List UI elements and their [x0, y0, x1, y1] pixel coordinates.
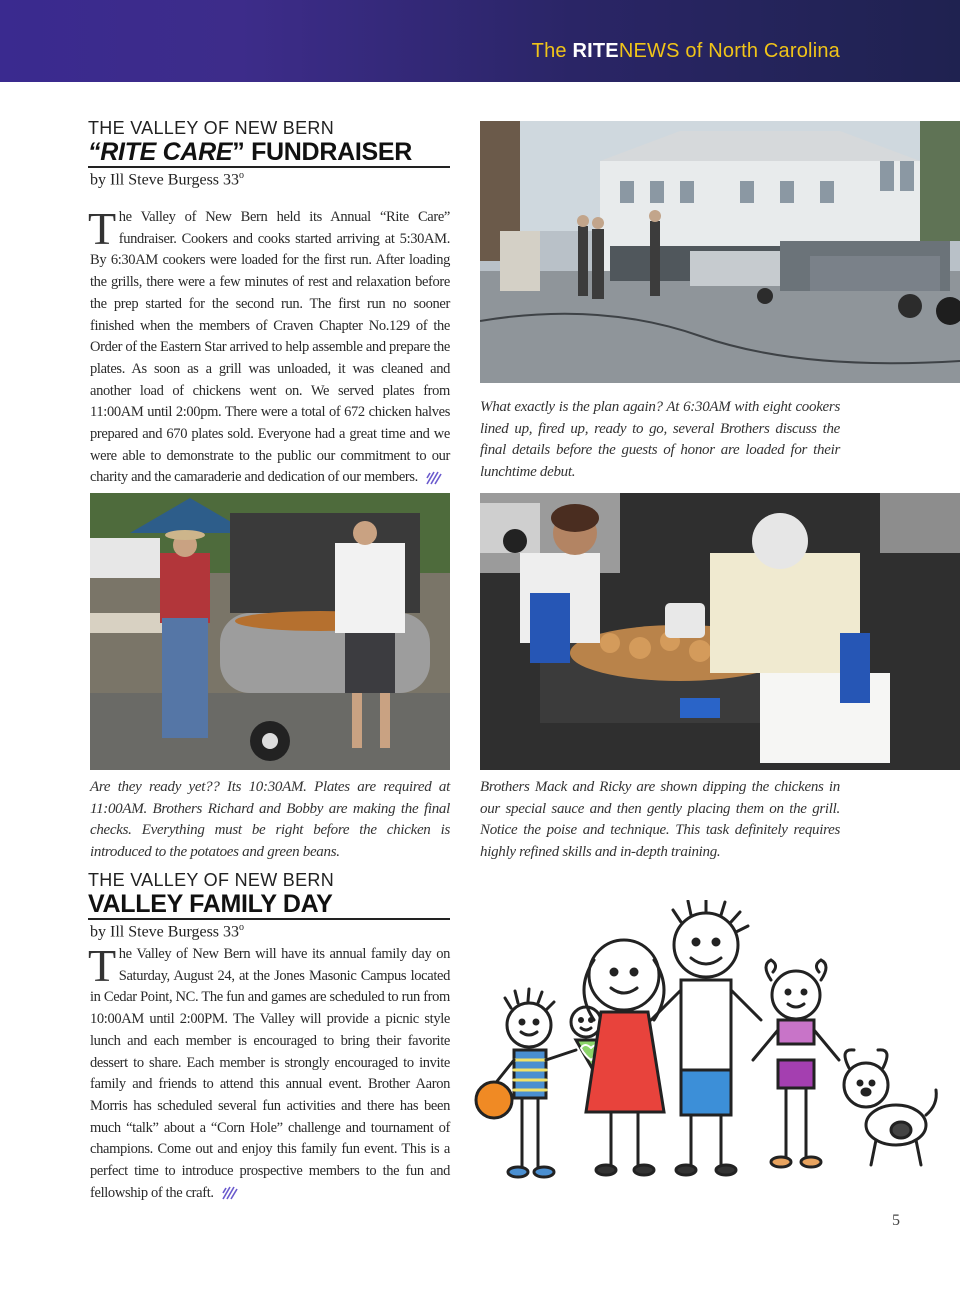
- article1-body-text: he Valley of New Bern held its Annual “Rite Care” fundraiser. Cookers and cooks started arriving at 5:30AM. By 6:30AM cookers were loaded for the first run. After loading the grills, there were a few minutes of rest and relaxation before the prep started for the second run. The first run no sooner finished when the members of Craven Chapter No.129 of the Order of the Eastern Star arrived to help assemble and prepare the plates. As soon as a grill was unloaded, it was cleaned and another load of chickens went on. We served plates from 11:00AM until 2:00pm. There were a total of 672 chicken halves prepared and 670 plates sold. Everyone had a great time and we were able to demonstrate to the public our commitment to our charity and the camaraderie and dedication of our members.: [90, 209, 450, 486]
- page-banner: [0, 0, 960, 82]
- photo-dipping-chickens-image: [480, 493, 960, 770]
- title-suffix: of North Carolina: [679, 40, 840, 62]
- article2-byline: [90, 922, 244, 941]
- title-prefix: The: [531, 40, 573, 62]
- title-brand-bold: RITE: [572, 40, 619, 62]
- article1-body: [88, 203, 450, 489]
- byline-text: by Ill Steve Burgess 33: [90, 171, 240, 189]
- photo-cookers-lineup-image: [480, 121, 960, 383]
- headline-open-quote: “: [88, 138, 101, 166]
- caption-dipping-chickens: Brothers Mack and Ricky are shown dipping the chickens in our special sauce and then gently placing them on the grill. Notice the poise and technique. This task definitely requires highly refined skills and in-depth training.: [480, 779, 840, 860]
- article1-kicker: THE VALLEY OF NEW BERN: [88, 118, 334, 138]
- doodle-mom: [584, 940, 664, 1175]
- caption-final-checks: Are they ready yet?? Its 10:30AM. Plates are required at 11:00AM. Brothers Richard and Bobby are making the final checks. Everything must be right before the chicken is introduced to the potatoes and green beans.: [90, 779, 450, 860]
- photo-cookers-lineup: [480, 121, 960, 383]
- doodle-boy: [476, 989, 576, 1177]
- headline-close-part: ” FUNDRAISER: [232, 138, 412, 166]
- article2-headline: VALLEY FAMILY DAY: [88, 890, 333, 918]
- headline-rule: [88, 166, 450, 168]
- photo-final-checks: [90, 493, 450, 770]
- publication-title: [532, 40, 840, 63]
- end-mark-icon: [426, 471, 442, 485]
- end-mark-icon: [222, 1186, 238, 1200]
- byline-degree: o: [239, 170, 245, 181]
- byline2-text: by Ill Steve Burgess 33: [90, 923, 240, 941]
- doodle-girl: [753, 960, 839, 1167]
- article2-body: [88, 940, 450, 1204]
- photo-final-checks-image: [90, 493, 450, 770]
- article1-headline: [88, 138, 412, 167]
- doodle-dad: [651, 900, 761, 1175]
- article2-kicker: THE VALLEY OF NEW BERN: [88, 870, 334, 890]
- caption-cookers-lineup: What exactly is the plan again? At 6:30AM with eight cookers lined up, fired up, ready to go, several Brothers discuss the final details before the guests of honor are loaded for their lunchtime debut.: [480, 399, 840, 480]
- doodle-dog: [844, 1050, 936, 1165]
- headline2-rule: [88, 918, 450, 920]
- drop-cap-2: T: [88, 940, 116, 991]
- family-doodle-illustration: [466, 900, 946, 1190]
- article2-body-text: he Valley of New Bern will have its annual family day on Saturday, August 24, at the Jones Masonic Campus located in Cedar Point, NC. The fun and games are scheduled to run from 10:00AM until 2:00PM. The Valley will provide a picnic style lunch and each member is encouraged to bring their favorite dessert to share. Each member is strongly encouraged to invite family and friends to attend this annual event. Brother Aaron Morris has scheduled several fun activities and there has been much “talk” about a “Corn Hole” challenge and tournament of champions. Come out and enjoy this family fun event. This is a perfect time to introduce prospective members to the fun and fellowship of the craft.: [90, 946, 450, 1201]
- byline2-degree: o: [239, 922, 245, 933]
- title-brand-rest: NEWS: [618, 40, 680, 62]
- page-number: 5: [892, 1212, 900, 1229]
- photo-dipping-chickens: [480, 493, 960, 770]
- drop-cap: T: [88, 203, 116, 254]
- article1-byline: [90, 170, 244, 189]
- headline-italic-part: RITE CARE: [100, 138, 233, 166]
